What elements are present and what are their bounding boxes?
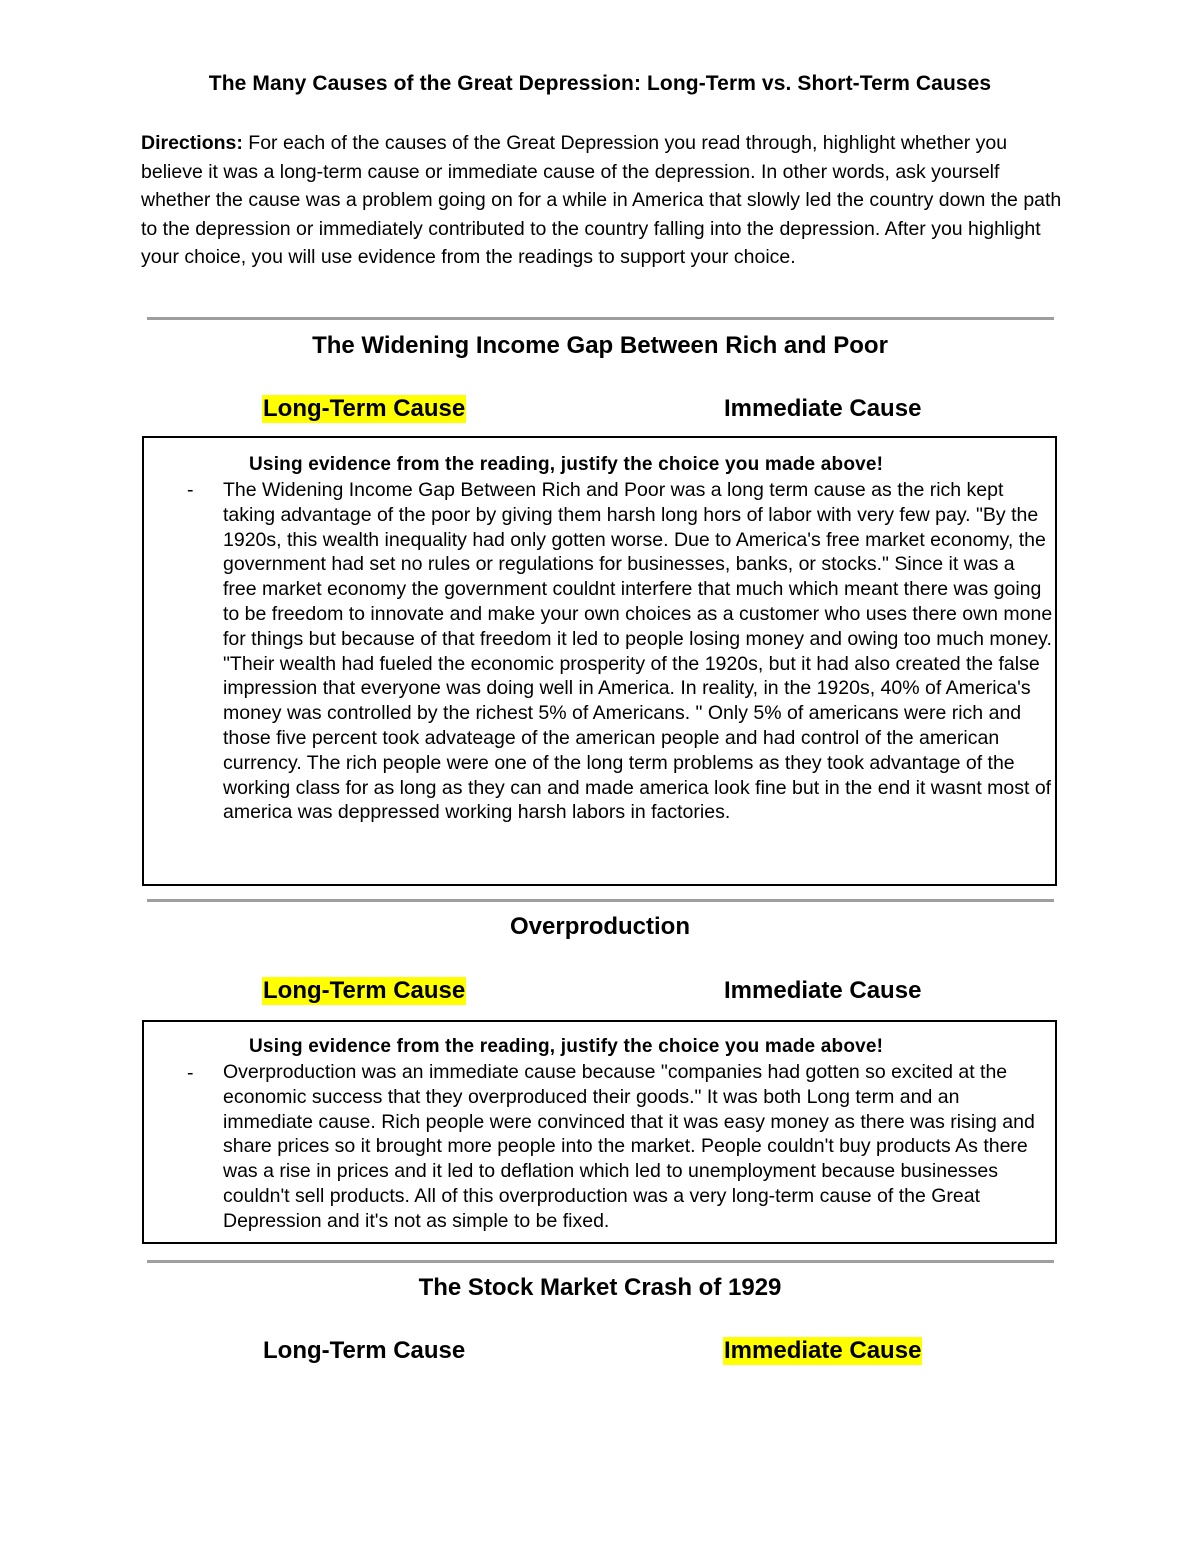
bullet-dash: - [187, 1062, 194, 1084]
directions-text: For each of the causes of the Great Depression you read through, highlight whether you believe it was a long-term cause or immediate cause of the depression. In other words, ask yourself whether the cause was a problem going on for a while in America that slowly led the country down the path to the depression or immediately contributed to the country falling into the depression. After you highlight your choice, you will use evidence from the readings to support your choice. [141, 132, 1062, 268]
long-term-cause-choice: Long-Term Cause [263, 1337, 466, 1364]
worksheet-title: The Many Causes of the Great Depression: Long-Term vs. Short-Term Causes [208, 72, 992, 95]
directions-paragraph [141, 129, 1066, 272]
justification-prompt: Using evidence from the reading, justify the choice you made above! [249, 1036, 884, 1057]
section-title-income-gap: The Widening Income Gap Between Rich and Poor [312, 332, 888, 359]
section-divider [147, 899, 1054, 902]
section-divider [147, 317, 1054, 320]
long-term-cause-choice: Long-Term Cause [263, 977, 466, 1004]
justification-prompt: Using evidence from the reading, justify the choice you made above! [249, 454, 884, 475]
bullet-dash: - [187, 479, 194, 501]
justification-answer: Overproduction was an immediate cause because "companies had gotten so excited at the economic success that they overproduced their goods." It was both Long term and an immediate cause. Rich people were convinced that it was easy money as there was rising and share prices so it brought more people into the market. People couldn't buy products As there was a rise in prices and it led to deflation which led to unemployment because businesses couldn't sell products. All of this overproduction was a very long-term cause of the Great Depression and it's not as simple to be fixed. [223, 1061, 1035, 1232]
section-title-stock-market-crash: The Stock Market Crash of 1929 [418, 1274, 782, 1301]
immediate-cause-choice: Immediate Cause [724, 977, 922, 1004]
justification-box [142, 436, 1057, 886]
section-title-overproduction: Overproduction [509, 913, 690, 940]
justification-box [142, 1020, 1057, 1244]
immediate-cause-choice: Immediate Cause [724, 395, 922, 422]
directions-label: Directions: [141, 132, 243, 154]
immediate-cause-choice: Immediate Cause [724, 1337, 922, 1364]
justification-answer: The Widening Income Gap Between Rich and Poor was a long term cause as the rich kept taking advantage of the poor by giving them harsh long hors of labor with very few pay. "By the 1920s, this wealth inequality had only gotten worse. Due to America's free market economy, the government had set no rules or regulations for businesses, banks, or stocks." Since it was a free market economy the government couldnt interfere that much which meant there was going to be freedom to innovate and make your own choices as a customer who uses there own mone for things but because of that freedom it led to people losing money and owing too much money. "Their wealth had fueled the economic prosperity of the 1920s, but it had also created the false impression that everyone was doing well in America. In reality, in the 1920s, 40% of America's money was controlled by the richest 5% of Americans. " Only 5% of americans were rich and those five percent took advateage of the american people and had control of the american currency. The rich people were one of the long term problems as they took advantage of the working class for as long as they can and made america look fine but in the end it wasnt most of america was deppressed working harsh labors in factories. [223, 479, 1053, 824]
section-divider [147, 1260, 1054, 1263]
long-term-cause-choice: Long-Term Cause [263, 395, 466, 422]
